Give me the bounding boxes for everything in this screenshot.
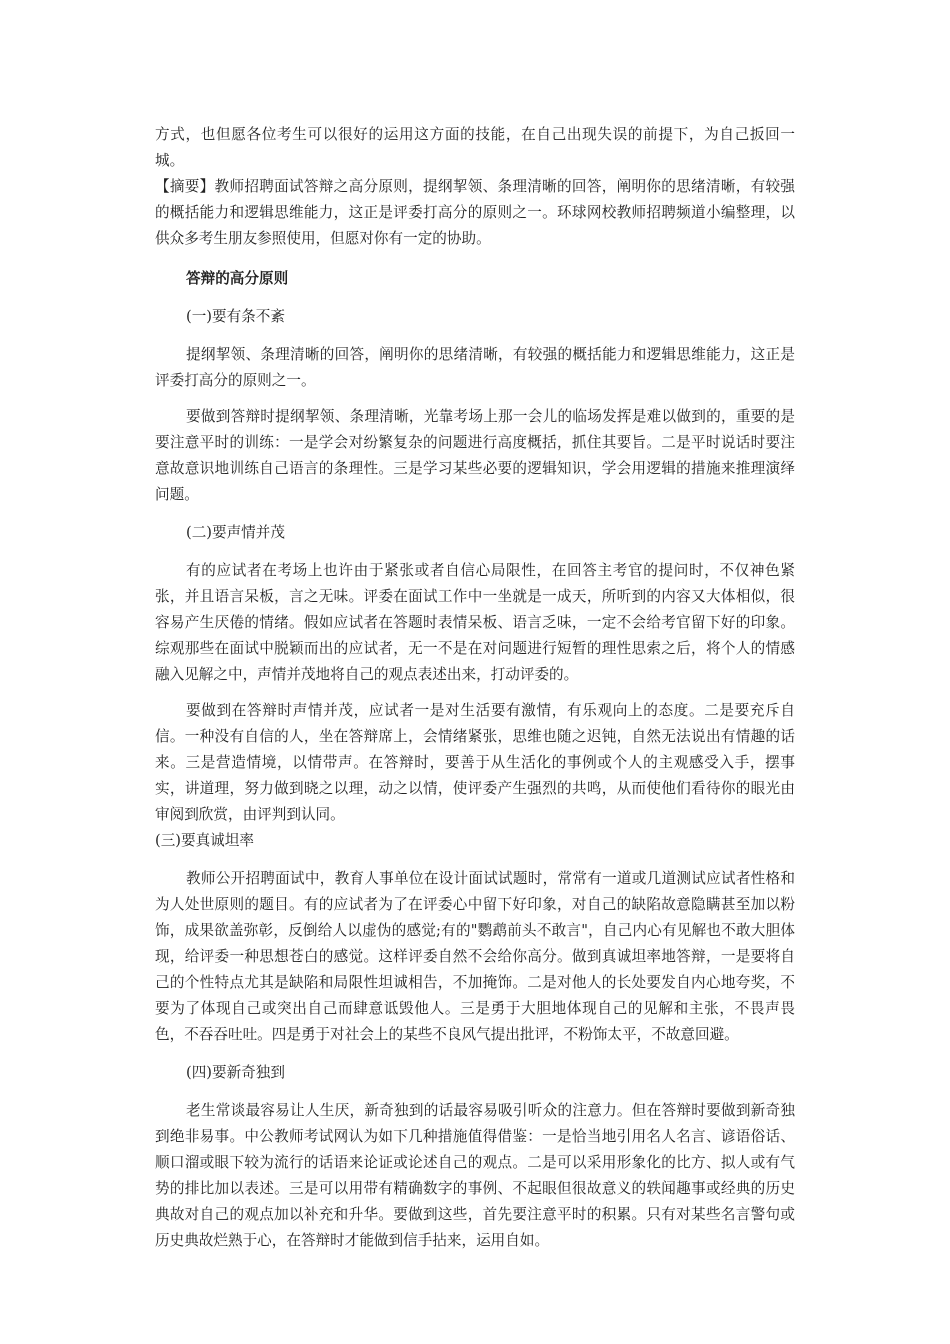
section-3-heading: (三)要真诚坦率 — [155, 832, 254, 849]
section-1-heading: (一)要有条不紊 — [186, 308, 285, 325]
section-2-paragraph-1: 有的应试者在考场上也许由于紧张或者自信心局限性，在回答主考官的提问时，不仅神色紧张，并且语言呆板，言之无味。评委在面试工作中一坐就是一成天，所听到的内容又大体相似，很容易产生厌倦的情绪。假如应试者在答题时表情呆板、语言乏味，一定不会给考官留下好的印象。综观那些在面试中脱颖而出的应试者，无一不是在对问题进行短暂的理性思索之后，将个人的情感融入见解之中，声情并茂地将自己的观点表述出来，打动评委的。 — [155, 562, 795, 683]
intro-continuation: 方式，也但愿各位考生可以很好的运用这方面的技能，在自己出现失误的前提下，为自己扳回一城。 — [155, 126, 795, 169]
section-1-paragraph-2: 要做到答辩时提纲挈领、条理清晰，光靠考场上那一会儿的临场发挥是难以做到的，重要的是要注意平时的训练：一是学会对纷繁复杂的问题进行高度概括，抓住其要旨。二是平时说话时要注意故意识地训练自己语言的条理性。三是学习某些必要的逻辑知识，学会用逻辑的措施来推理演绎问题。 — [155, 408, 795, 503]
document-page — [155, 122, 795, 1254]
section-2-heading: (二)要声情并茂 — [186, 524, 285, 541]
section-4-heading: (四)要新奇独到 — [186, 1064, 285, 1081]
section-3-paragraph-1: 教师公开招聘面试中，教育人事单位在设计面试试题时，常常有一道或几道测试应试者性格和为人处世原则的题目。有的应试者为了在评委心中留下好印象，对自己的缺陷故意隐瞒甚至加以粉饰，成果欲盖弥彰，反倒给人以虚伪的感觉;有的"鹦鹉前头不敢言"，自己内心有见解也不敢大胆体现，给评委一种思想苍白的感觉。这样评委自然不会给你高分。做到真诚坦率地答辩，一是要将自己的个性特点尤其是缺陷和局限性坦诚相告，不加掩饰。二是对他人的长处要发自内心地夸奖，不要为了体现自己或突出自己而肆意诋毁他人。三是勇于大胆地体现自己的见解和主张，不畏声畏色，不吞吞吐吐。四是勇于对社会上的某些不良风气提出批评，不粉饰太平，不故意回避。 — [155, 870, 795, 1043]
document-title: 答辩的高分原则 — [186, 270, 289, 287]
abstract-paragraph: 【摘要】教师招聘面试答辩之高分原则，提纲挈领、条理清晰的回答，阐明你的思绪清晰，有较强的概括能力和逻辑思维能力，这正是评委打高分的原则之一。环球网校教师招聘频道小编整理，以供众多考生朋友参照使用，但愿对你有一定的协助。 — [155, 178, 795, 247]
section-2-paragraph-2: 要做到在答辩时声情并茂，应试者一是对生活要有激情，有乐观向上的态度。二是要充斥自信。一种没有自信的人，坐在答辩席上，会情绪紧张，思维也随之迟钝，自然无法说出有情趣的话来。三是营造情境，以情带声。在答辩时，要善于从生活化的事例或个人的主观感受入手，摆事实，讲道理，努力做到晓之以理，动之以情，使评委产生强烈的共鸣，从而使他们看待你的眼光由审阅到欣赏，由评判到认同。 — [155, 702, 795, 823]
section-1-paragraph-1: 提纲挈领、条理清晰的回答，阐明你的思绪清晰，有较强的概括能力和逻辑思维能力，这正是评委打高分的原则之一。 — [155, 346, 795, 389]
section-4-paragraph-1: 老生常谈最容易让人生厌，新奇独到的话最容易吸引听众的注意力。但在答辩时要做到新奇独到绝非易事。中公教师考试网认为如下几种措施值得借鉴：一是恰当地引用名人名言、谚语俗话、顺口溜或眼下较为流行的话语来论证或论述自己的观点。二是可以采用形象化的比方、拟人或有气势的排比加以表述。三是可以用带有精确数字的事例、不起眼但很故意义的轶闻趣事或经典的历史典故对自己的观点加以补充和升华。要做到这些，首先要注意平时的积累。只有对某些名言警句或历史典故烂熟于心，在答辩时才能做到信手拈来，运用自如。 — [155, 1102, 795, 1249]
